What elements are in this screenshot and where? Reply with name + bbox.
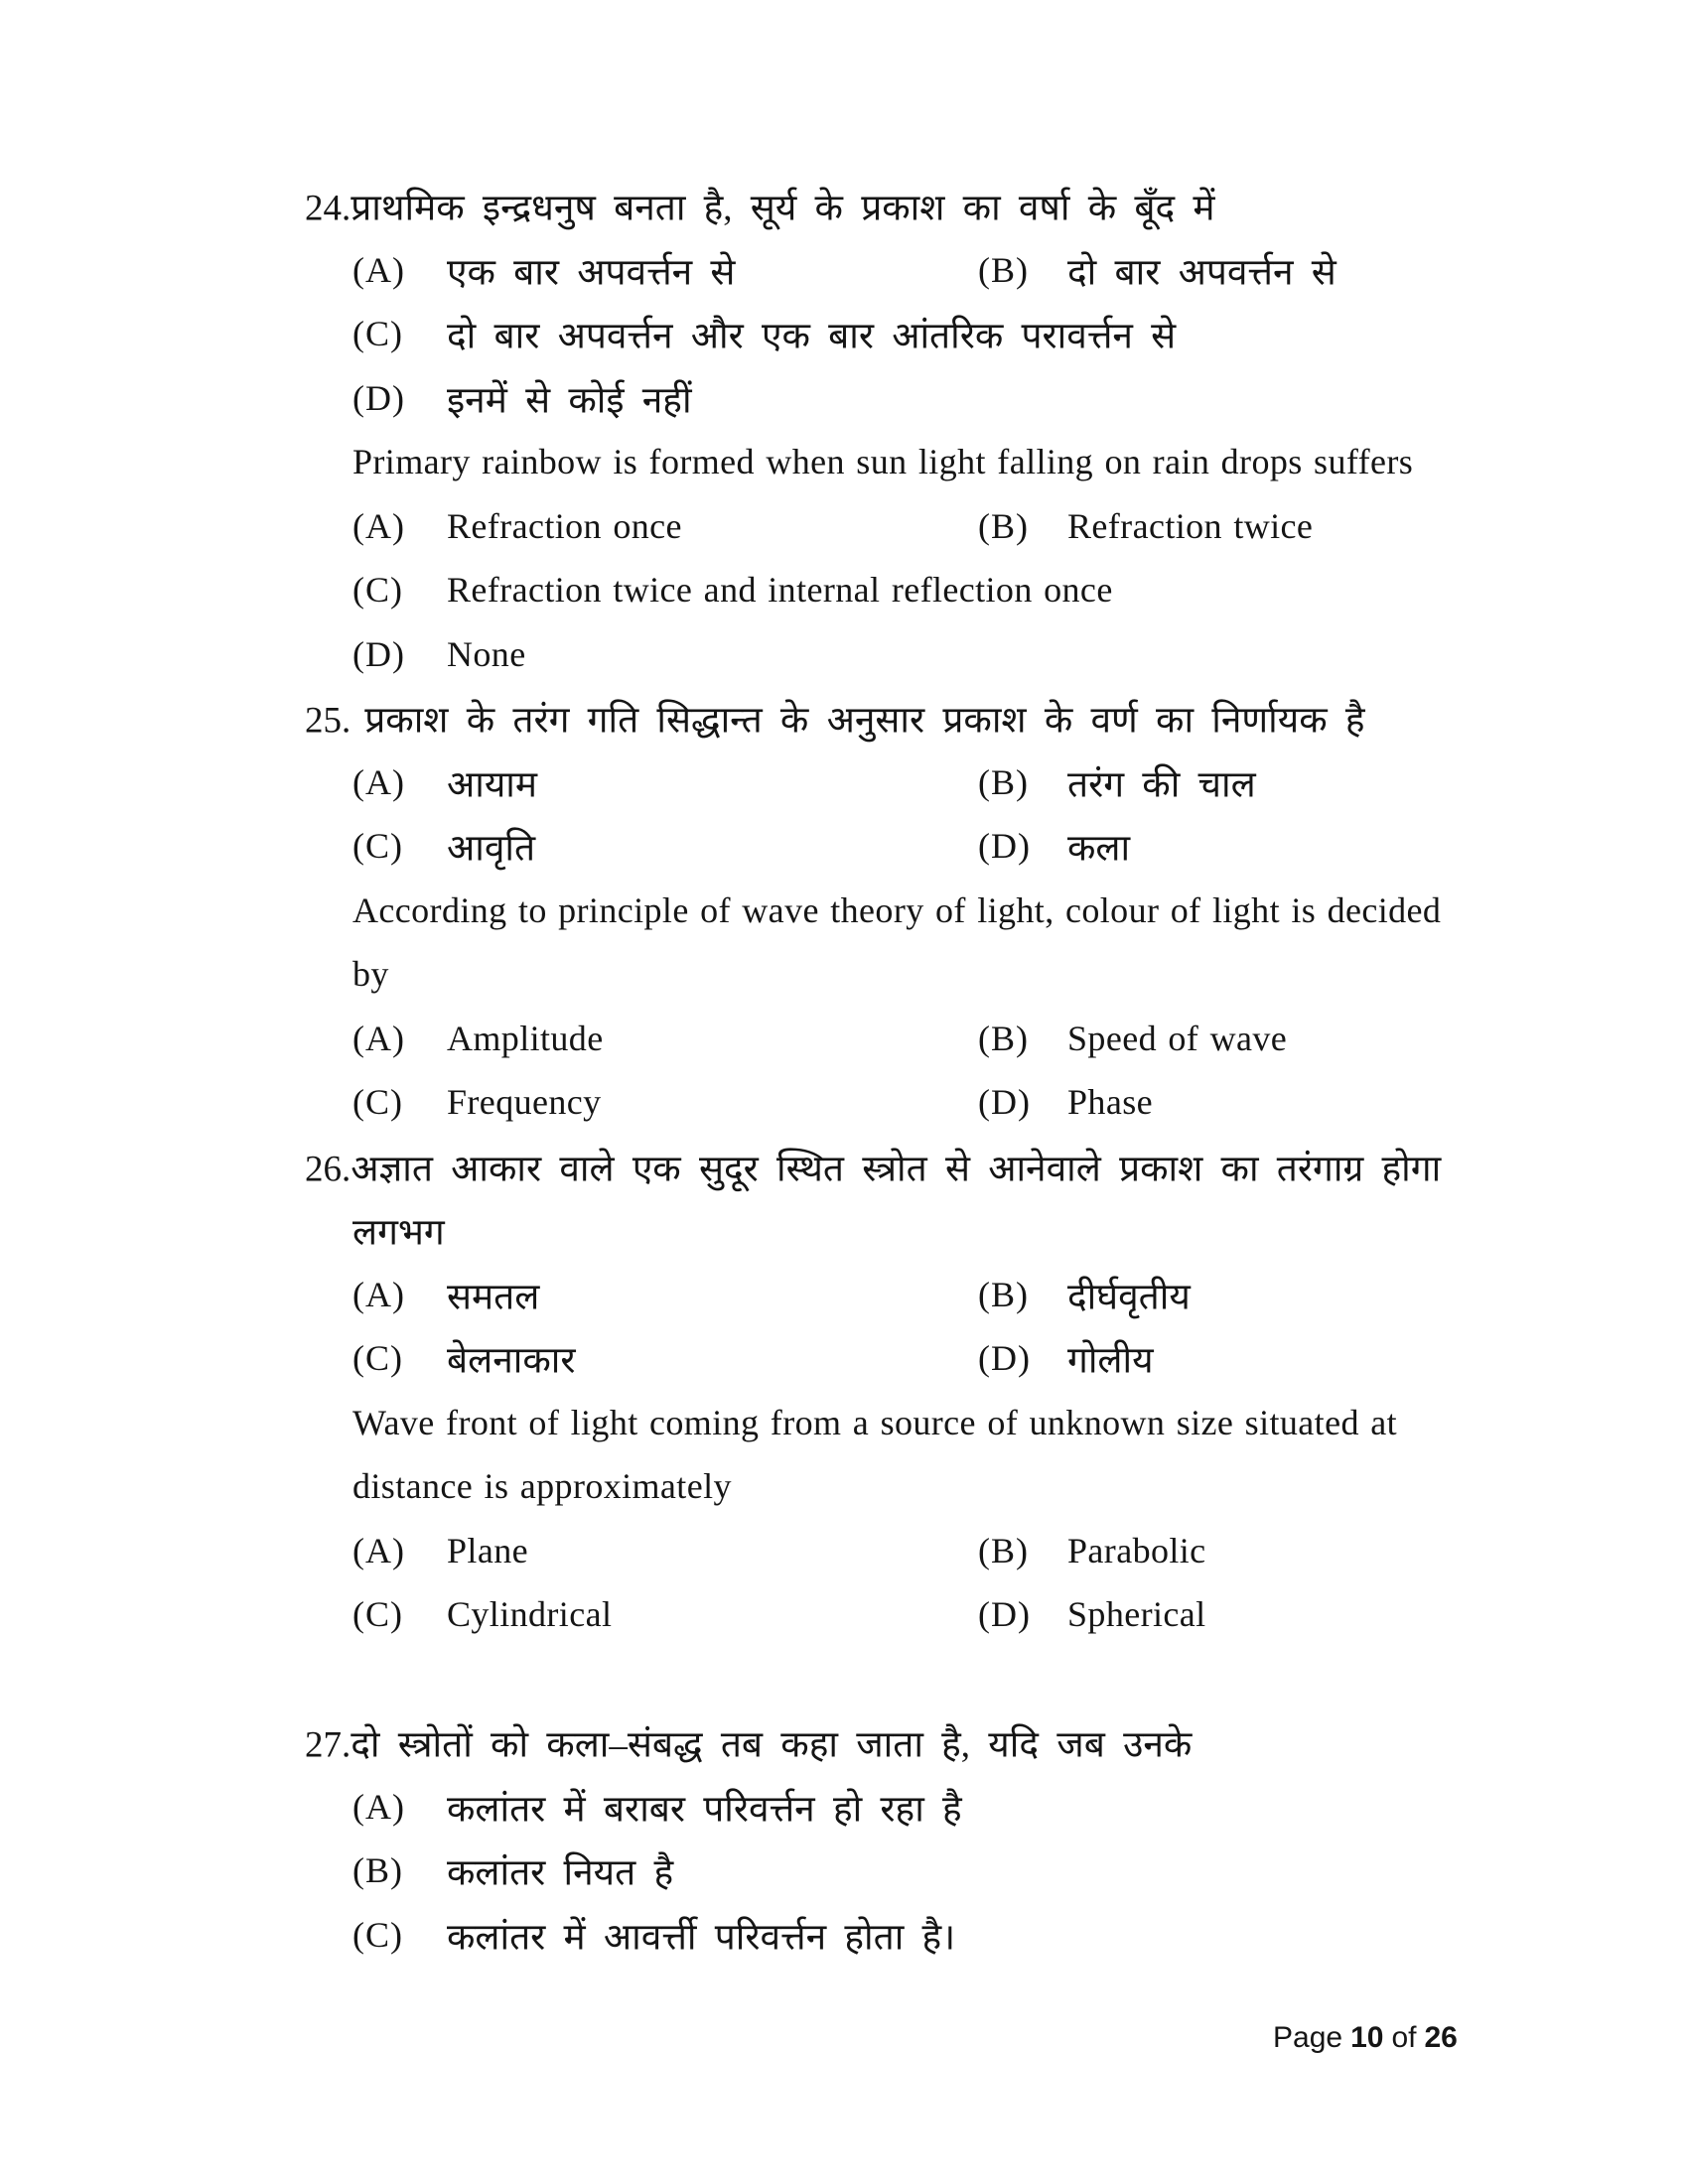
option-d-marker: (D) (978, 826, 1031, 867)
option-a-text: Refraction once (447, 505, 682, 546)
question-24-hindi-text: प्राथमिक इन्द्रधनुष बनता है, सूर्य के प्रकाश का वर्षा के बूँद में (351, 188, 1215, 229)
question-27-hindi-option-a (0, 1775, 1688, 1840)
option-d-marker: (D) (352, 377, 405, 418)
question-26-english-line-1 (0, 1391, 1688, 1455)
option-b-text: दो बार अपवर्त्तन से (1067, 252, 1336, 294)
option-d-text: Spherical (1067, 1594, 1206, 1635)
question-26-english-text-2: distance is approximately (352, 1466, 732, 1507)
question-27-number: 27. (305, 1724, 352, 1766)
question-26-hindi-text-2: लगभग (352, 1212, 445, 1254)
option-c-text: Cylindrical (447, 1594, 613, 1635)
option-a-text: Plane (447, 1530, 528, 1570)
option-c-text: कलांतर में आवर्त्ती परिवर्त्तन होता है। (447, 1917, 956, 1959)
question-26-hindi-line-2 (0, 1198, 1688, 1263)
question-24-english-text: Primary rainbow is formed when sun light falling on rain drops suffers (352, 442, 1414, 482)
question-24-english-options-ab (0, 494, 1688, 559)
footer-page-number: 10 (1350, 2021, 1384, 2054)
question-27-hindi-option-b (0, 1839, 1688, 1903)
option-a-marker: (A) (352, 1530, 405, 1570)
question-25-number: 25. (305, 700, 352, 742)
option-b-marker: (B) (978, 1530, 1029, 1570)
option-b-marker: (B) (978, 761, 1029, 802)
question-24-english-option-d (0, 622, 1688, 687)
option-c-marker: (C) (352, 1594, 403, 1635)
question-25-hindi-line (0, 686, 1688, 751)
option-d-marker: (D) (978, 1082, 1031, 1123)
option-d-text: None (447, 633, 526, 674)
option-c-marker: (C) (352, 314, 403, 354)
option-a-text: Amplitude (447, 1018, 604, 1058)
footer-page-word: Page (1273, 2021, 1343, 2054)
option-b-text: Parabolic (1067, 1530, 1206, 1570)
question-26-hindi-options-ab (0, 1263, 1688, 1327)
option-b-text: दीर्घवृतीय (1067, 1277, 1191, 1318)
question-25-english-line-2 (0, 942, 1688, 1007)
option-a-marker: (A) (352, 505, 405, 546)
question-25-hindi-options-cd (0, 814, 1688, 879)
question-27-hindi-text: दो स्त्रोतों को कला–संबद्ध तब कहा जाता है, यदि जब उनके (351, 1724, 1193, 1766)
question-24-number: 24. (305, 188, 352, 229)
option-c-marker: (C) (352, 1914, 403, 1955)
question-24-english-option-c (0, 558, 1688, 622)
question-25-english-options-ab (0, 1007, 1688, 1071)
question-26-hindi-options-cd (0, 1326, 1688, 1391)
question-25-english-line-1 (0, 879, 1688, 943)
question-26-english-text-1: Wave front of light coming from a source of unknown size situated at (352, 1402, 1398, 1442)
question-26-english-line-2 (0, 1454, 1688, 1519)
question-26-hindi-text-1: अज्ञात आकार वाले एक सुदूर स्थित स्त्रोत से आनेवाले प्रकाश का तरंगाग्र होगा (351, 1149, 1442, 1190)
option-d-text: कला (1067, 828, 1131, 870)
option-c-marker: (C) (352, 570, 403, 611)
option-a-marker: (A) (352, 1018, 405, 1058)
option-a-marker: (A) (352, 1786, 405, 1827)
question-25-english-options-cd (0, 1070, 1688, 1135)
option-c-text: दो बार अपवर्त्तन और एक बार आंतरिक परावर्त्तन से (447, 316, 1177, 357)
option-b-marker: (B) (978, 505, 1029, 546)
option-b-text: Refraction twice (1067, 505, 1314, 546)
option-c-text: बेलनाकार (447, 1340, 576, 1382)
question-24-hindi-option-d (0, 366, 1688, 431)
option-b-text: Speed of wave (1067, 1018, 1288, 1058)
option-b-text: कलांतर नियत है (447, 1852, 674, 1894)
option-d-marker: (D) (978, 1594, 1031, 1635)
question-24-hindi-option-c (0, 302, 1688, 366)
question-27-hindi-line (0, 1710, 1688, 1775)
option-c-marker: (C) (352, 826, 403, 867)
option-a-text: एक बार अपवर्त्तन से (447, 252, 736, 294)
option-b-text: तरंग की चाल (1067, 764, 1256, 806)
option-a-text: आयाम (447, 764, 537, 806)
option-a-marker: (A) (352, 249, 405, 290)
option-c-marker: (C) (352, 1082, 403, 1123)
question-24-hindi-line (0, 174, 1688, 238)
option-c-text: आवृति (447, 828, 536, 870)
question-24-english-line (0, 430, 1688, 494)
question-25-hindi-options-ab (0, 751, 1688, 815)
option-d-text: गोलीय (1067, 1340, 1154, 1382)
option-a-marker: (A) (352, 761, 405, 802)
question-25-english-text-1: According to principle of wave theory of light, colour of light is decided (352, 889, 1442, 930)
option-b-marker: (B) (978, 1018, 1029, 1058)
blank-line (0, 1647, 1688, 1711)
question-26-hindi-line-1 (0, 1135, 1688, 1199)
question-26-english-options-cd (0, 1582, 1688, 1647)
option-a-marker: (A) (352, 1274, 405, 1314)
question-26-number: 26. (305, 1149, 352, 1190)
option-a-text: समतल (447, 1277, 540, 1318)
option-c-text: Refraction twice and internal reflection once (447, 570, 1113, 611)
option-d-text: इनमें से कोई नहीं (447, 380, 692, 422)
option-c-text: Frequency (447, 1082, 602, 1123)
footer-of-word: of (1391, 2021, 1417, 2054)
option-d-text: Phase (1067, 1082, 1153, 1123)
option-d-marker: (D) (978, 1338, 1031, 1379)
question-24-hindi-options-ab (0, 238, 1688, 303)
option-b-marker: (B) (352, 1850, 403, 1891)
option-b-marker: (B) (978, 1274, 1029, 1314)
question-25-hindi-text: प्रकाश के तरंग गति सिद्धान्त के अनुसार प्रकाश के वर्ण का निर्णायक है (364, 700, 1365, 742)
footer-total-pages: 26 (1424, 2021, 1458, 2054)
option-a-text: कलांतर में बराबर परिवर्त्तन हो रहा है (447, 1789, 962, 1831)
option-b-marker: (B) (978, 249, 1029, 290)
question-26-english-options-ab (0, 1519, 1688, 1583)
question-25-english-text-2: by (352, 954, 389, 995)
question-27-hindi-option-c (0, 1903, 1688, 1968)
option-c-marker: (C) (352, 1338, 403, 1379)
page-footer (1273, 2021, 1458, 2055)
option-d-marker: (D) (352, 633, 405, 674)
